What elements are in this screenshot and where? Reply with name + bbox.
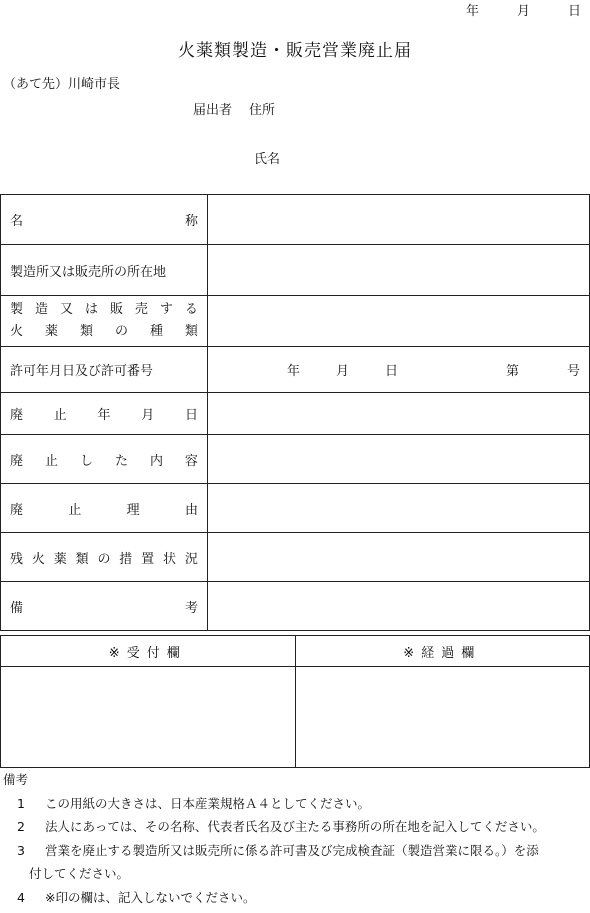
applicant-address	[193, 99, 275, 118]
reception-header: ※受付欄	[1, 636, 296, 667]
field-abolition-reason[interactable]	[208, 484, 590, 533]
field-abolition-date[interactable]	[208, 393, 590, 435]
name-label: 氏名	[254, 152, 281, 167]
label-abolition-reason: 廃 止 理 由	[1, 484, 208, 533]
permit-month: 月	[336, 364, 350, 379]
permit-year: 年	[287, 364, 301, 379]
row-abolition-reason	[1, 484, 590, 533]
row-remarks	[1, 582, 590, 631]
permit-dai: 第	[506, 364, 520, 379]
reception-table	[0, 635, 590, 768]
progress-box	[295, 667, 590, 768]
permit-day: 日	[385, 364, 399, 379]
note-item: 2 法人にあっては、その名称、代表者氏名及び主たる事務所の所在地を記入してください。	[17, 819, 545, 834]
addressee: （あて先）川崎市長	[3, 77, 121, 92]
label-explosive-types: 製 造 又 は 販 売 す る 火 薬 類 の 種 類	[1, 296, 208, 347]
date-header	[466, 0, 581, 19]
document-title: 火薬類製造・販売営業廃止届	[178, 41, 412, 61]
date-month-label: 月	[516, 4, 530, 19]
field-remaining-explosives[interactable]	[208, 533, 590, 582]
label-location: 製造所又は販売所の所在地	[1, 245, 208, 296]
note-item: 4 ※印の欄は、記入しないでください。	[17, 889, 256, 905]
row-permit	[1, 347, 590, 393]
note-item: 3 営業を廃止する製造所又は販売所に係る許可書及び完成検査証（製造営業に限る。）を添	[17, 842, 539, 858]
label-abolition-date: 廃 止 年 月 日	[1, 393, 208, 435]
address-label: 住所	[249, 103, 276, 118]
row-abolition-date	[1, 393, 590, 435]
label-remaining-explosives: 残 火 薬 類 の 措 置 状 況	[1, 533, 208, 582]
date-day-label: 日	[567, 4, 581, 19]
label-name: 名 称	[1, 195, 208, 245]
field-remarks[interactable]	[208, 582, 590, 631]
note-item: 1 この用紙の大きさは、日本産業規格Ａ４としてください。	[17, 795, 371, 811]
note-continuation: 付してください。	[29, 866, 130, 881]
row-location	[1, 245, 590, 296]
field-name[interactable]	[208, 195, 590, 245]
label-remarks: 備 考	[1, 582, 208, 631]
progress-header: ※経過欄	[295, 636, 590, 667]
row-remaining-explosives	[1, 533, 590, 582]
notes-heading: 備考	[3, 772, 29, 787]
row-explosive-types	[1, 296, 590, 347]
label-abolition-content: 廃 止 し た 内 容	[1, 435, 208, 484]
permit-gou: 号	[566, 364, 580, 379]
row-abolition-content	[1, 435, 590, 484]
field-abolition-content[interactable]	[208, 435, 590, 484]
applicant-label: 届出者	[193, 103, 233, 118]
row-name	[1, 195, 590, 245]
field-location[interactable]	[208, 245, 590, 296]
field-permit[interactable]	[208, 347, 590, 393]
label-permit: 許可年月日及び許可番号	[1, 347, 208, 393]
field-explosive-types[interactable]	[208, 296, 590, 347]
date-year-label: 年	[466, 4, 480, 19]
form-table	[0, 194, 590, 631]
notes-section	[3, 768, 590, 909]
reception-box	[1, 667, 296, 768]
